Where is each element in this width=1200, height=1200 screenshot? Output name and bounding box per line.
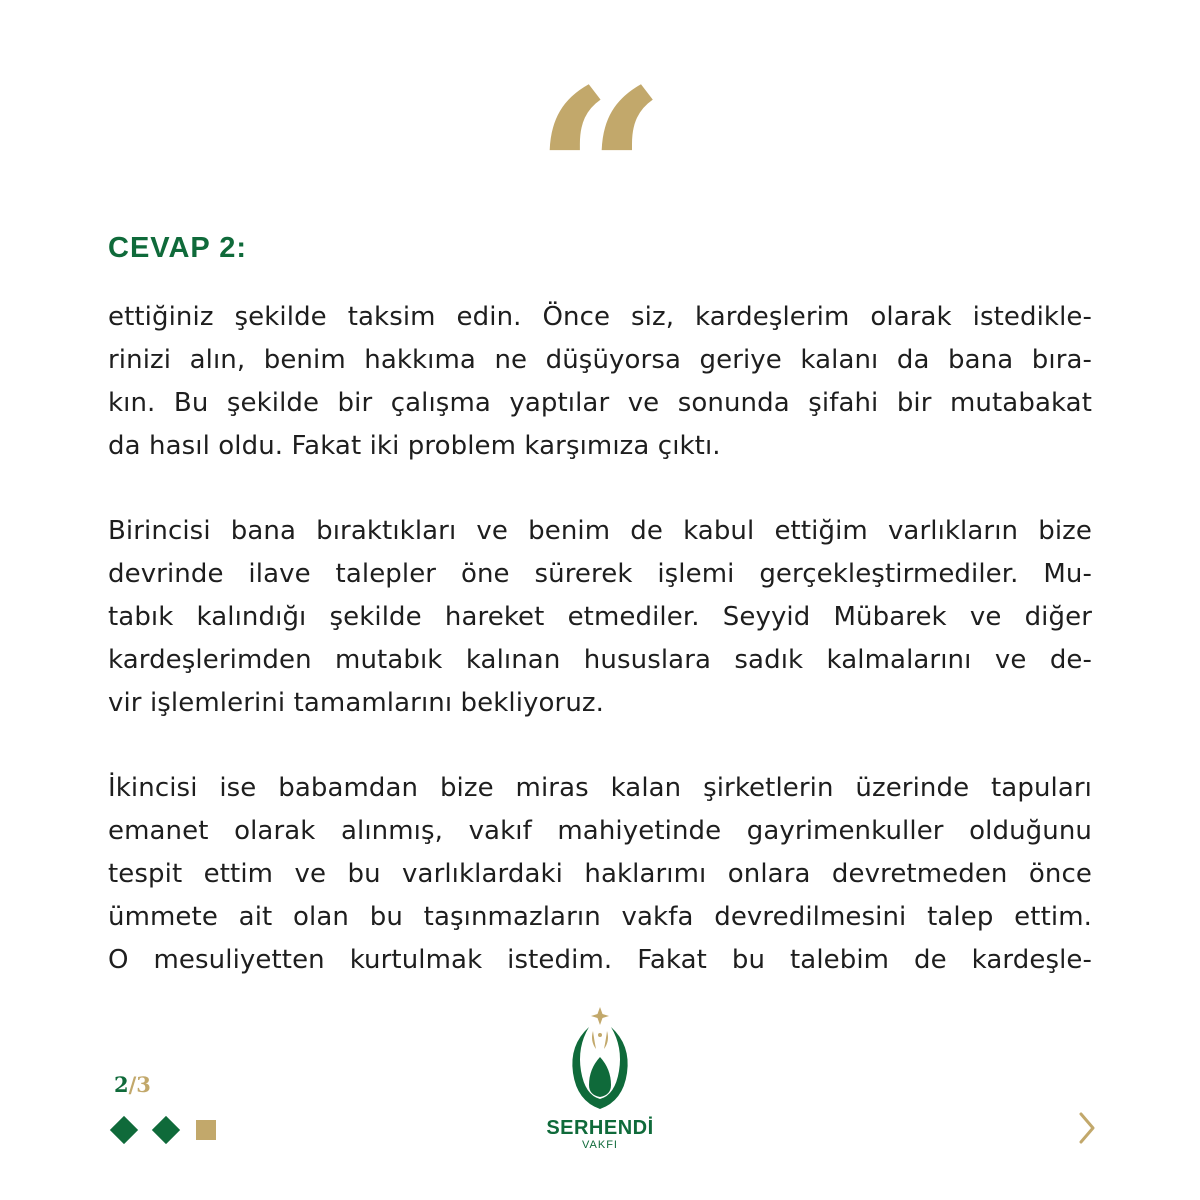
body-text — [108, 296, 1092, 1024]
text-line: emanet olarak alınmış, vakıf mahiyetinde gayrimenkuller olduğunu — [108, 816, 1092, 846]
page-number — [114, 1072, 151, 1097]
text-line: ettiğiniz şekilde taksim edin. Önce siz, kardeşlerim olarak istedikle- — [108, 302, 1092, 332]
paragraph-1 — [108, 296, 1092, 468]
paragraph-2 — [108, 510, 1092, 725]
logo-name: SERHENDİ — [546, 1117, 654, 1139]
chevron-right-icon — [1072, 1108, 1102, 1148]
page-separator: / — [128, 1072, 137, 1097]
page-heading: CEVAP 2: — [108, 232, 248, 264]
serhendi-logo — [540, 1005, 660, 1180]
next-page-button[interactable] — [1072, 1108, 1102, 1148]
text-line: İkincisi ise babamdan bize miras kalan şirketlerin üzerinde tapuları — [108, 773, 1092, 803]
page-dot-diamond-icon — [110, 1116, 138, 1144]
page-dot-square-icon — [196, 1120, 216, 1140]
text-line: kın. Bu şekilde bir çalışma yaptılar ve sonunda şifahi bir mutabakat — [108, 388, 1092, 418]
page-total: 3 — [136, 1072, 151, 1097]
text-line: Birincisi bana bıraktıkları ve benim de kabul ettiğim varlıkların bize — [108, 516, 1092, 546]
text-line: devrinde ilave talepler öne sürerek işlemi gerçekleştirmediler. Mu- — [108, 559, 1092, 589]
text-line: tespit ettim ve bu varlıklardaki haklarımı onlara devretmeden önce — [108, 859, 1092, 889]
text-line: O mesuliyetten kurtulmak istedim. Fakat bu talebim de kardeşle- — [108, 945, 1092, 975]
text-line: tabık kalındığı şekilde hareket etmediler. Seyyid Mübarek ve diğer — [108, 602, 1092, 632]
paragraph-3 — [108, 767, 1092, 982]
quote-mark-icon: “ — [533, 60, 667, 210]
serhendi-emblem-icon — [565, 1005, 635, 1115]
page-current: 2 — [114, 1072, 129, 1097]
text-line: rinizi alın, benim hakkıma ne düşüyorsa geriye kalanı da bana bıra- — [108, 345, 1092, 375]
text-line: vir işlemlerini tamamlarını bekliyoruz. — [108, 688, 605, 718]
text-line: da hasıl oldu. Fakat iki problem karşımıza çıktı. — [108, 431, 721, 461]
text-line: ümmete ait olan bu taşınmazların vakfa devredilmesini talep ettim. — [108, 902, 1092, 932]
page-dot-diamond-icon — [152, 1116, 180, 1144]
text-line: kardeşlerimden mutabık kalınan hususlara sadık kalmalarını ve de- — [108, 645, 1092, 675]
logo-subtitle: VAKFI — [582, 1139, 618, 1151]
